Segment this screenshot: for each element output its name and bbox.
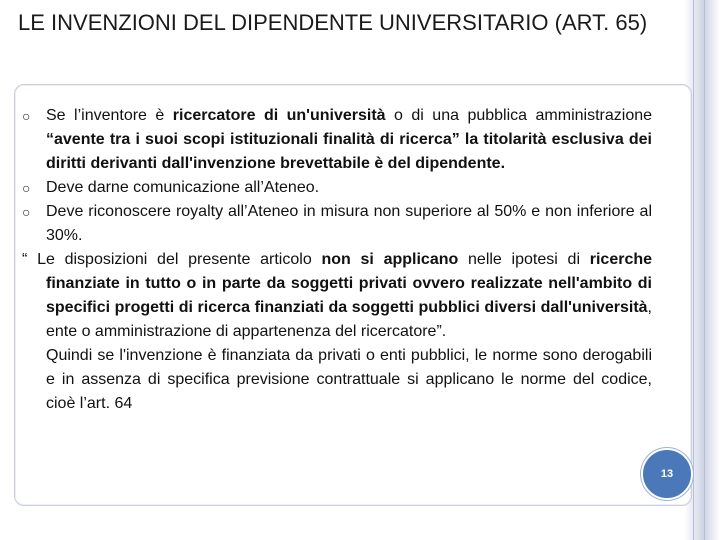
- bullet-item: [22, 176, 652, 200]
- bullet-text: [46, 203, 652, 244]
- bullet-text: [46, 107, 652, 172]
- slide-title: LE INVENZIONI DEL DIPENDENTE UNIVERSITARIO (ART. 65): [18, 10, 648, 35]
- text-run: o di una pubblica amministrazione: [385, 107, 653, 124]
- slide-number-badge: 13: [641, 448, 693, 500]
- text-run: “ Le disposizioni del presente articolo: [22, 251, 322, 268]
- text-run: Deve riconoscere royalty all’Ateneo in misura non superiore al 50% e non inferiore al 30%.: [46, 203, 652, 244]
- quoted-provision: [22, 248, 652, 344]
- bullet-item: [22, 200, 652, 248]
- bold-text-run: ricerche finanziate in tutto o in parte da soggetti privati ovvero realizzate nell'ambito di specifici progetti di ricerca finanziati da soggetti pubblici diversi dall'università: [46, 251, 653, 316]
- conclusion-paragraph: Quindi se l'invenzione è finanziata da privati o enti pubblici, le norme sono derogabili e in assenza di specifica previsione contrattuale si applicano le norme del codice, cioè l’art. 64: [46, 347, 652, 412]
- bold-text-run: ricercatore di un'università: [172, 107, 386, 124]
- bold-text-run: “avente tra i suoi scopi istituzionali finalità di ricerca” la titolarità esclusiva dei diritti derivanti dall'invenzione brevettabile è del dipendente.: [46, 131, 652, 172]
- hollow-circle-icon: ○: [22, 108, 31, 124]
- text-run: Deve darne comunicazione all’Ateneo.: [46, 179, 320, 196]
- text-run: , ente o amministrazione di appartenenza del ricercatore”.: [46, 299, 652, 340]
- rail-line: [693, 0, 694, 540]
- text-run: Se l’inventore è: [46, 107, 173, 124]
- bullet-item: [22, 104, 652, 176]
- slide-body: [22, 104, 652, 416]
- hollow-circle-icon: ○: [22, 204, 31, 220]
- bold-text-run: non si applicano: [321, 251, 459, 268]
- rail-line: [704, 0, 705, 540]
- hollow-circle-icon: ○: [22, 180, 31, 196]
- text-run: nelle ipotesi di: [458, 251, 590, 268]
- bullet-text: [46, 179, 319, 196]
- quote-text: [22, 251, 652, 340]
